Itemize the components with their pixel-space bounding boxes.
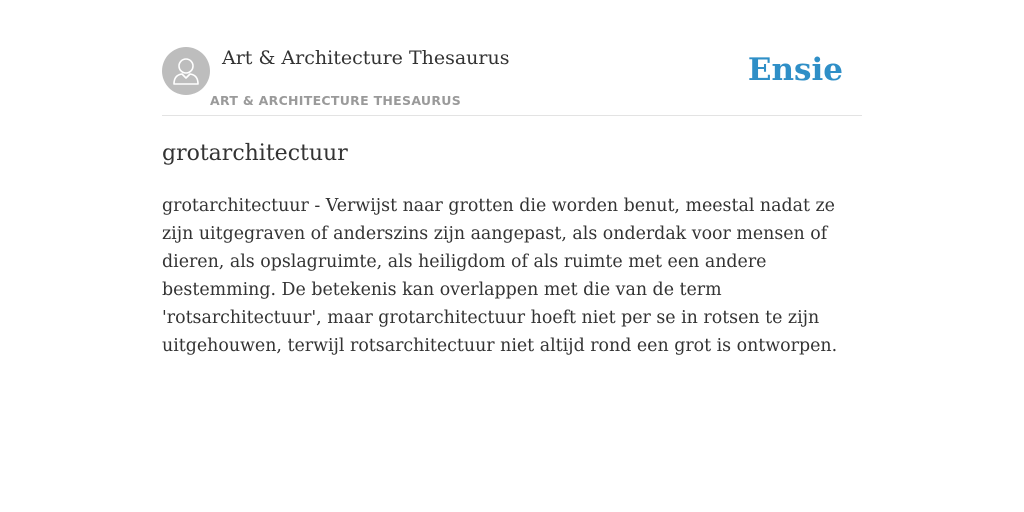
header — [162, 0, 862, 116]
avatar[interactable] — [162, 47, 210, 95]
user-silhouette-icon — [162, 47, 210, 95]
page-title: grotarchitectuur — [162, 141, 348, 166]
page — [162, 0, 862, 356]
author-name[interactable]: Art & Architecture Thesaurus — [222, 47, 510, 69]
author-subtitle[interactable]: ART & ARCHITECTURE THESAURUS — [210, 93, 462, 108]
brand-logo[interactable]: Ensie — [747, 52, 843, 88]
definition-text: grotarchitectuur - Verwijst naar grotten die worden benut, meestal nadat ze zijn uitgegraven of anderszins zijn aangepast, als onderdak voor mensen of dieren, als opslagruimte, als heiligdom of als ruimte met een andere bestemming. De betekenis kan overlappen met die van de term 'rotsarchitectuur', maar grotarchitectuur hoeft niet per se in rotsen te zijn uitgehouwen, terwijl rotsarchitectuur niet altijd rond een grot is ontworpen. — [162, 196, 838, 356]
